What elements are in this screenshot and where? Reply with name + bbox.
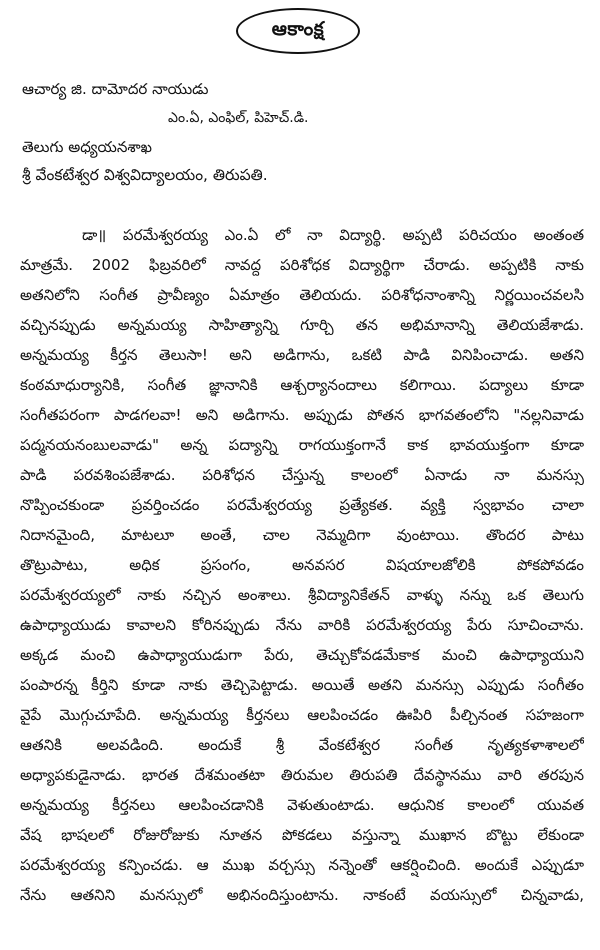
body-line: వచ్చినప్పుడు అన్నమయ్య సాహిత్యాన్ని గూర్చి తన అభిమానాన్ని తెలియజేశాడు. bbox=[20, 316, 584, 334]
body-line: ఉపాధ్యాయుడు కావాలని కోరినప్పుడు నేను వారికి పరమేశ్వరయ్య పేరు సూచించాను. bbox=[20, 616, 584, 634]
body-line: అక్కడ మంచి ఉపాధ్యాయుడుగా పేరు, తెచ్చుకోవడమేకాక మంచి ఉపాధ్యాయుని bbox=[20, 646, 584, 664]
body-line: మాత్రమే. 2002 ఫిబ్రవరిలో నావద్ద పరిశోధక విద్యార్థిగా చేరాడు. అప్పటికి నాకు bbox=[20, 256, 584, 274]
body-line: వేష భాషలలో రోజురోజుకు నూతన పోకడలు వస్తున్నా ముఖాన బొట్టు లేకుండా bbox=[20, 826, 584, 844]
body-line: తొట్రుపాటు, అధిక ప్రసంగం, అనవసర విషయాలజోలికి పోకపోవడం bbox=[20, 556, 584, 574]
body-line: వైపే మొగ్గుచూపేది. అన్నమయ్య కీర్తనలు ఆలపించడం ఊపిరి పీల్చినంత సహజంగా bbox=[20, 706, 584, 724]
body-line: నొప్పించకుండా ప్రవర్తించడం పరమేశ్వరయ్య ప్రత్యేకత. వ్యక్తి స్వభావం చాలా bbox=[20, 496, 584, 514]
page-title: ఆకాంక్ష bbox=[271, 17, 325, 40]
body-line: పద్మనయనంబులవాడు" అన్న పద్యాన్ని రాగయుక్తంగానే కాక భావయుక్తంగా కూడా bbox=[20, 436, 584, 454]
author-degrees: ఎం.ఏ, ఎంఫిల్, పిహెచ్.డి. bbox=[168, 110, 309, 126]
author-university: శ్రీ వేంకటేశ్వర విశ్వవిద్యాలయం, తిరుపతి. bbox=[22, 166, 268, 184]
body-line: నేను ఆతనిని మనస్సులో అభినందిస్తుంటాను. నాకంటే వయస్సులో చిన్నవాడు, bbox=[20, 886, 584, 904]
body-line: పరమేశ్వరయ్య కన్పించడు. ఆ ముఖ వర్చస్సు నన్నెంతో ఆకర్షించింది. అందుకే ఎప్పుడూ bbox=[20, 856, 584, 874]
body-line: డా॥ పరమేశ్వరయ్య ఎం.ఏ లో నా విద్యార్థి. అప్పటి పరిచయం అంతంత bbox=[82, 226, 584, 244]
body-line: అన్నమయ్య కీర్తన తెలుసా! అని అడిగాను, ఒకటి పాడి వినిపించాడు. అతని bbox=[20, 346, 584, 364]
body-line: పరమేశ్వరయ్యలో నాకు నచ్చిన అంశాలు. శ్రీవిద్యానికేతన్ వాళ్ళు నన్ను ఒక తెలుగు bbox=[20, 586, 584, 604]
author-name: ఆచార్య జి. దామోదర నాయుడు bbox=[22, 80, 209, 98]
body-line: అధ్యాపకుడైనాడు. భారత దేశమంతటా తిరుమల తిరుపతి దేవస్థానము వారి తరపున bbox=[20, 766, 584, 784]
body-line: కంఠమాధుర్యానికి, సంగీత జ్ఞానానికి ఆశ్చర్యానందాలు కలిగాయి. పద్యాలు కూడా bbox=[20, 376, 584, 394]
body-line: అన్నమయ్య కీర్తనలు ఆలపించడానికి వెళుతుంటాడు. ఆధునిక కాలంలో యువత bbox=[20, 796, 584, 814]
title-oval bbox=[236, 8, 360, 54]
body-line: అతనిలోని సంగీత ప్రావీణ్యం ఏమాత్రం తెలియదు. పరిశోధనాంశాన్ని నిర్ణయించవలసి bbox=[20, 286, 584, 304]
body-line: పంపారన్న కీర్తిని కూడా నాకు తెచ్చిపెట్టాడు. అయితే అతని మనస్సు ఎప్పుడు సంగీతం bbox=[20, 676, 584, 694]
body-line: ఆతనికి అలవడింది. అందుకే శ్రీ వేంకటేశ్వర సంగీత నృత్యకళాశాలలో bbox=[20, 736, 584, 754]
body-line: పాడి పరవశింపజేశాడు. పరిశోధన చేస్తున్న కాలంలో ఏనాడు నా మనస్సు bbox=[20, 466, 584, 484]
author-department: తెలుగు అధ్యయనశాఖ bbox=[22, 138, 152, 156]
body-line: నిదానమైంది, మాటలూ అంతే, చాల నెమ్మదిగా వుంటాయి. తొందర పాటు bbox=[20, 526, 584, 544]
body-line: సంగీతపరంగా పాడగలవా! అని అడిగాను. అప్పుడు పోతన భాగవతంలోని "నల్లనివాడు bbox=[20, 406, 584, 424]
